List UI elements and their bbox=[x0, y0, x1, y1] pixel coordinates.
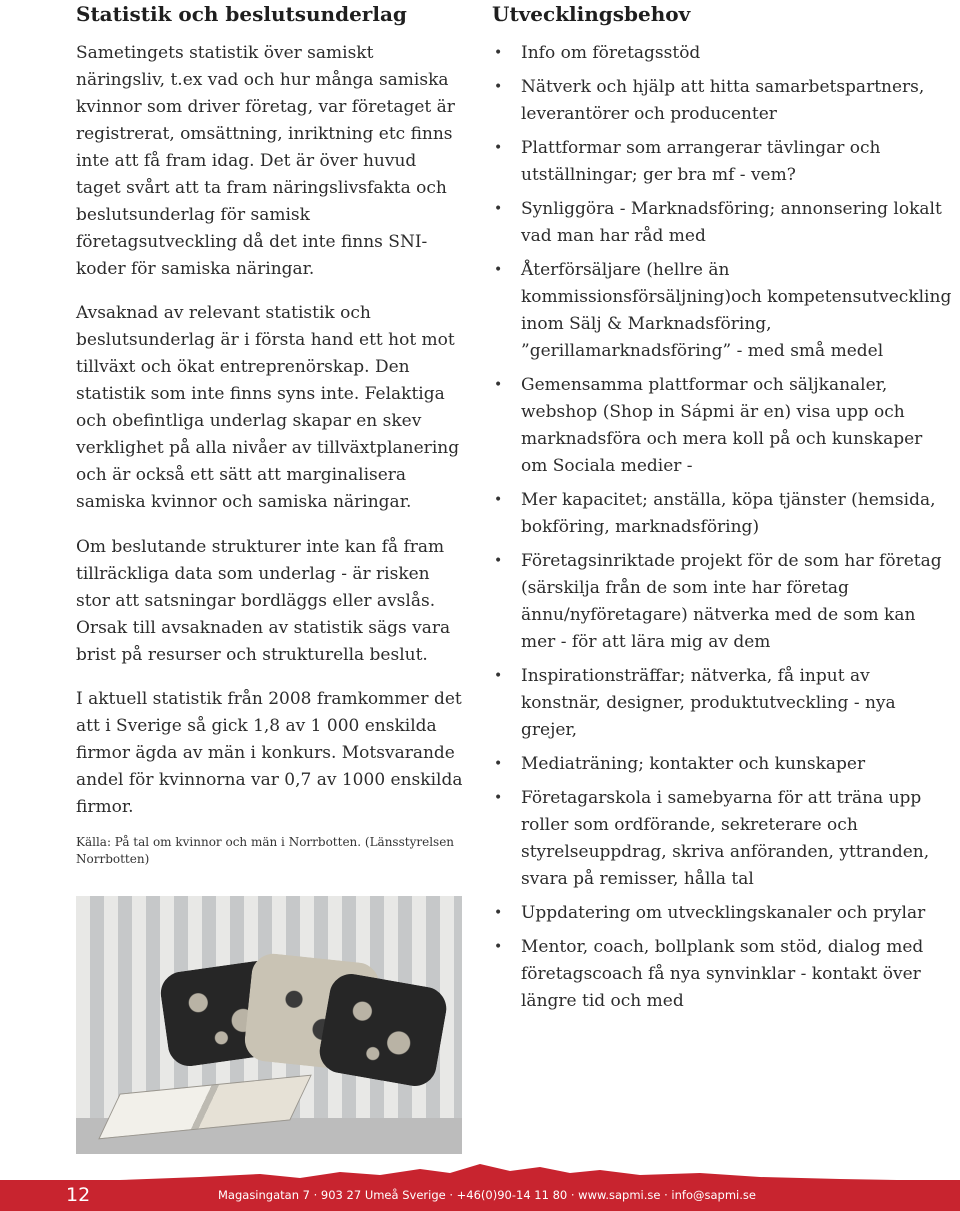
list-item: • Mentor, coach, bollplank som stöd, dialog med företagscoach få nya synvinklar - kontakt över längre tid och med bbox=[492, 934, 952, 1015]
paragraph-statistics: Sametingets statistik över samiskt näringsliv, t.ex vad och hur många samiska kvinnor som driver företag, var företaget är registrerat, omsättning, inriktning etc finns inte att få fram idag. Det är över huvud taget svårt att ta fram näringslivsfakta och beslutsunderlag för samisk företagsutveckling då det inte finns SNI-koder för samiska näringar. bbox=[76, 43, 455, 279]
list-item: • Uppdatering om utvecklingskanaler och prylar bbox=[492, 900, 952, 927]
pillows-photo bbox=[76, 896, 462, 1154]
bullet-icon: • bbox=[494, 140, 503, 156]
bullet-icon: • bbox=[494, 905, 503, 921]
list-item: • Återförsäljare (hellre än kommissionsförsäljning)och kompetensutveckling inom Sälj & Marknadsföring, ”gerillamarknadsföring” - med små medel bbox=[492, 257, 952, 365]
paragraph-decision-structures: Om beslutande strukturer inte kan få fram tillräckliga data som underlag - är risken stor att satsningar bordläggs eller avslås. Orsak till avsaknaden av statistik sägs vara brist på resurser och strukturella beslut. bbox=[76, 537, 451, 665]
list-item: • Nätverk och hjälp att hitta samarbetspartners, leverantörer och producenter bbox=[492, 74, 952, 128]
list-item: • Plattformar som arrangerar tävlingar och utställningar; ger bra mf - vem? bbox=[492, 135, 952, 189]
bullet-icon: • bbox=[494, 790, 503, 806]
bullet-icon: • bbox=[494, 201, 503, 217]
bullet-icon: • bbox=[494, 492, 503, 508]
bullet-icon: • bbox=[494, 756, 503, 772]
statistics-heading: Statistik och beslutsunderlag bbox=[76, 2, 407, 26]
bullet-icon: • bbox=[494, 668, 503, 684]
paragraph-lack-of-statistics: Avsaknad av relevant statistik och beslutsunderlag är i första hand ett hot mot tillväxt och ökat entreprenörskap. Den statistik som inte finns syns inte. Felaktiga och obefintliga underlag skapar en skev verklighet på alla nivåer av tillväxtplanering och är också ett sätt att marginalisera samiska kvinnor och samiska näringar. bbox=[76, 303, 460, 512]
footer-contact: Magasingatan 7 · 903 27 Umeå Sverige · +46(0)90-14 11 80 · www.sapmi.se · info@sapmi.se bbox=[218, 1188, 756, 1202]
source-note: Källa: På tal om kvinnor och män i Norrbotten. (Länsstyrelsen Norrbotten) bbox=[76, 835, 455, 866]
list-item: • Mer kapacitet; anställa, köpa tjänster (hemsida, bokföring, marknadsföring) bbox=[492, 487, 952, 541]
list-item: • Inspirationsträffar; nätverka, få input av konstnär, designer, produktutveckling - nya grejer, bbox=[492, 663, 952, 744]
bullet-icon: • bbox=[494, 45, 503, 61]
list-item: • Företagarskola i samebyarna för att träna upp roller som ordförande, sekreterare och styrelseuppdrag, skriva anföranden, yttranden, svara på remisser, hålla tal bbox=[492, 785, 952, 893]
photo-pillow-dark-right bbox=[316, 971, 450, 1090]
development-needs-heading: Utvecklingsbehov bbox=[492, 2, 691, 26]
list-item: • Företagsinriktade projekt för de som har företag (särskilja från de som inte har företag ännu/nyföretagare) nätverka med de som kan mer - för att lära mig av dem bbox=[492, 548, 952, 656]
bullet-icon: • bbox=[494, 79, 503, 95]
list-item: • Info om företagsstöd bbox=[492, 40, 952, 67]
mountain-ridge-decoration bbox=[0, 1160, 960, 1182]
bullet-icon: • bbox=[494, 553, 503, 569]
list-item: • Gemensamma plattformar och säljkanaler, webshop (Shop in Sápmi är en) visa upp och marknadsföra och mera koll på och kunskaper om Sociala medier - bbox=[492, 372, 952, 480]
bullet-icon: • bbox=[494, 377, 503, 393]
page-number: 12 bbox=[66, 1184, 91, 1206]
bullet-icon: • bbox=[494, 939, 503, 955]
list-item: • Synliggöra - Marknadsföring; annonsering lokalt vad man har råd med bbox=[492, 196, 952, 250]
bullet-icon: • bbox=[494, 262, 503, 278]
paragraph-2008-statistics: I aktuell statistik från 2008 framkommer det att i Sverige så gick 1,8 av 1 000 enskilda firmor ägda av män i konkurs. Motsvarande andel för kvinnorna var 0,7 av 1000 enskilda firmor. bbox=[76, 689, 463, 817]
list-item: • Mediaträning; kontakter och kunskaper bbox=[492, 751, 952, 778]
development-needs-list bbox=[492, 40, 952, 1022]
